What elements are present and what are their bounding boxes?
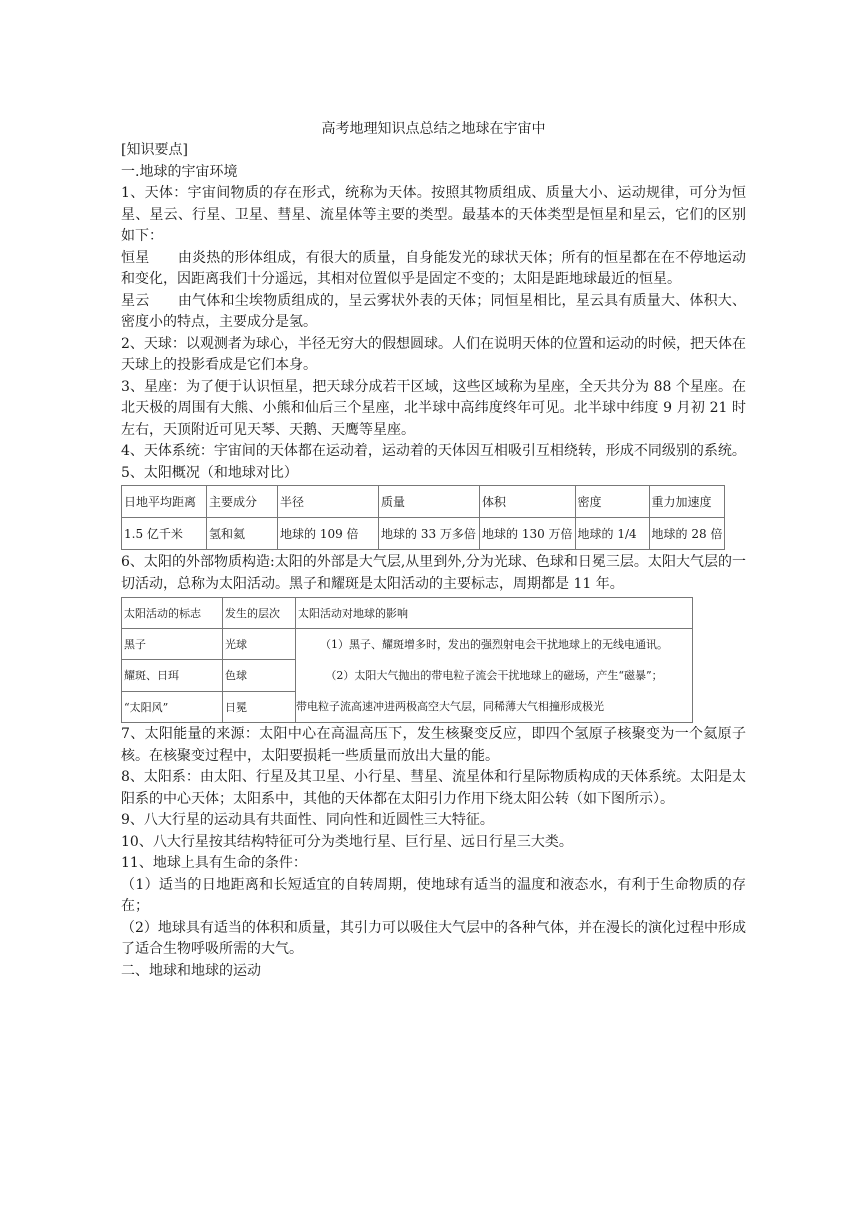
table-cell: 耀斑、日珥 (122, 660, 223, 691)
section-heading-2: 二、地球和地球的运动 (121, 962, 261, 979)
paragraph-condition-2: （2）地球具有适当的体积和质量，其引力可以吸住大气层中的各种气体，并在漫长的演化过程中形成了适合生物呼吸所需的大气。 (121, 919, 746, 957)
paragraph-constellation: 3、星座：为了便于认识恒星，把天球分成若干区域，这些区域称为星座，全天共分为 88 个星座。在北天极的周围有大熊、小熊和仙后三个星座，北半球中高纬度终年可见。北半球中纬度 9 月初 21 时左右，天顶附近可见天琴、天鹅、天鹰等星座。 (121, 378, 746, 438)
table-header-cell: 主要成分 (207, 486, 278, 518)
effect-line: 带电粒子流高速冲进两极高空大气层，同稀薄大气相撞形成极光 (296, 700, 604, 713)
paragraph-sun-energy: 7、太阳能量的来源：太阳中心在高温高压下，发生核聚变反应，即四个氢原子核聚变为一个氦原子核。在核聚变过程中，太阳要损耗一些质量而放出大量的能。 (121, 726, 746, 764)
paragraph-condition-1: （1）适当的日地距离和长短适宜的自转周期，使地球有适当的温度和液态水，有利于生命物质的存在； (121, 876, 746, 914)
paragraph-sun-overview: 5、太阳概况（和地球对比） (121, 464, 298, 481)
table-header-cell: 日地平均距离 (122, 486, 207, 518)
table-row (122, 629, 693, 660)
table-header-cell: 密度 (575, 486, 649, 518)
table-cell: 色球 (223, 660, 296, 691)
paragraph-celestial-body: 1、天体：宇宙间物质的存在形式，统称为天体。按照其物质组成、质量大小、运动规律，可分为恒星、星云、行星、卫星、彗星、流星体等主要的类型。最基本的天体类型是恒星和星云，它们的区别如下： (121, 185, 746, 244)
paragraph-planet-types: 10、八大行星按其结构特征可分为类地行星、巨行星、远日行星三大类。 (121, 833, 573, 850)
table-cell: 1.5 亿千米 (122, 518, 207, 550)
paragraph-star: 恒星 由炎热的形体组成，有很大的质量，自身能发光的球状天体；所有的恒星都在在不停地运动和变化，因距离我们十分遥远，其相对位置似乎是固定不变的；太阳是距地球最近的恒星。 (121, 249, 746, 287)
table-cell: 地球的 28 倍 (649, 518, 725, 550)
table-cell: 地球的 109 倍 (278, 518, 379, 550)
table-header-cell: 质量 (379, 486, 480, 518)
section-marker: [知识要点] (121, 142, 188, 158)
table-header-cell: 太阳活动的标志 (122, 598, 223, 629)
table-header-cell: 重力加速度 (649, 486, 725, 518)
table-header-cell: 体积 (480, 486, 576, 518)
table-cell: 地球的 33 万多倍 (379, 518, 480, 550)
document-title: 高考地理知识点总结之地球在宇宙中 (321, 121, 546, 137)
table-cell: 氢和氦 (207, 518, 278, 550)
table-cell: “太阳风” (122, 691, 223, 722)
solar-effects-cell (296, 629, 693, 723)
paragraph-life-conditions: 11、地球上具有生命的条件： (121, 855, 307, 871)
table-header-row (122, 598, 693, 629)
table-cell: 黑子 (122, 629, 223, 660)
paragraph-solar-system: 8、太阳系：由太阳、行星及其卫星、小行星、彗星、流星体和行星际物质构成的天体系统。太阳是太阳系的中心天体；太阳系中，其他的天体都在太阳引力作用下绕太阳公转（如下图所示）。 (121, 769, 746, 807)
sun-comparison-table (121, 485, 725, 550)
effect-line: （2）太阳大气抛出的带电粒子流会干扰地球上的磁场，产生“磁暴”； (325, 669, 663, 682)
effect-line: （1）黑子、耀斑增多时，发出的强烈射电会干扰地球上的无线电通讯。 (320, 638, 668, 651)
table-row (122, 518, 725, 550)
paragraph-nebula: 星云 由气体和尘埃物质组成的，呈云雾状外表的天体；同恒星相比，星云具有质量大、体积大、密度小的特点，主要成分是氢。 (121, 292, 746, 330)
table-cell: 日冕 (223, 691, 296, 722)
table-cell: 地球的 130 万倍 (480, 518, 576, 550)
table-header-cell: 太阳活动对地球的影响 (296, 598, 693, 629)
solar-activity-table (121, 597, 693, 723)
table-header-cell: 半径 (278, 486, 379, 518)
table-cell: 地球的 1/4 (575, 518, 649, 550)
paragraph-planet-motion: 9、八大行星的运动具有共面性、同向性和近圆性三大特征。 (121, 812, 494, 828)
table-header-cell: 发生的层次 (223, 598, 296, 629)
paragraph-celestial-system: 4、天体系统：宇宙间的天体都在运动着，运动着的天体因互相吸引互相绕转，形成不同级别的系统。 (121, 443, 746, 459)
section-heading: 一.地球的宇宙环境 (121, 163, 238, 180)
paragraph-sun-structure: 6、太阳的外部物质构造:太阳的外部是大气层,从里到外,分为光球、色球和日冕三层。太阳大气层的一切活动，总称为太阳活动。黑子和耀斑是太阳活动的主要标志，周期都是 11 年。 (121, 554, 746, 592)
paragraph-celestial-sphere: 2、天球：以观测者为球心，半径无穷大的假想圆球。人们在说明天体的位置和运动的时候，把天体在天球上的投影看成是它们本身。 (121, 335, 746, 373)
document-page (121, 118, 746, 982)
table-header-row (122, 486, 725, 518)
table-cell: 光球 (223, 629, 296, 660)
